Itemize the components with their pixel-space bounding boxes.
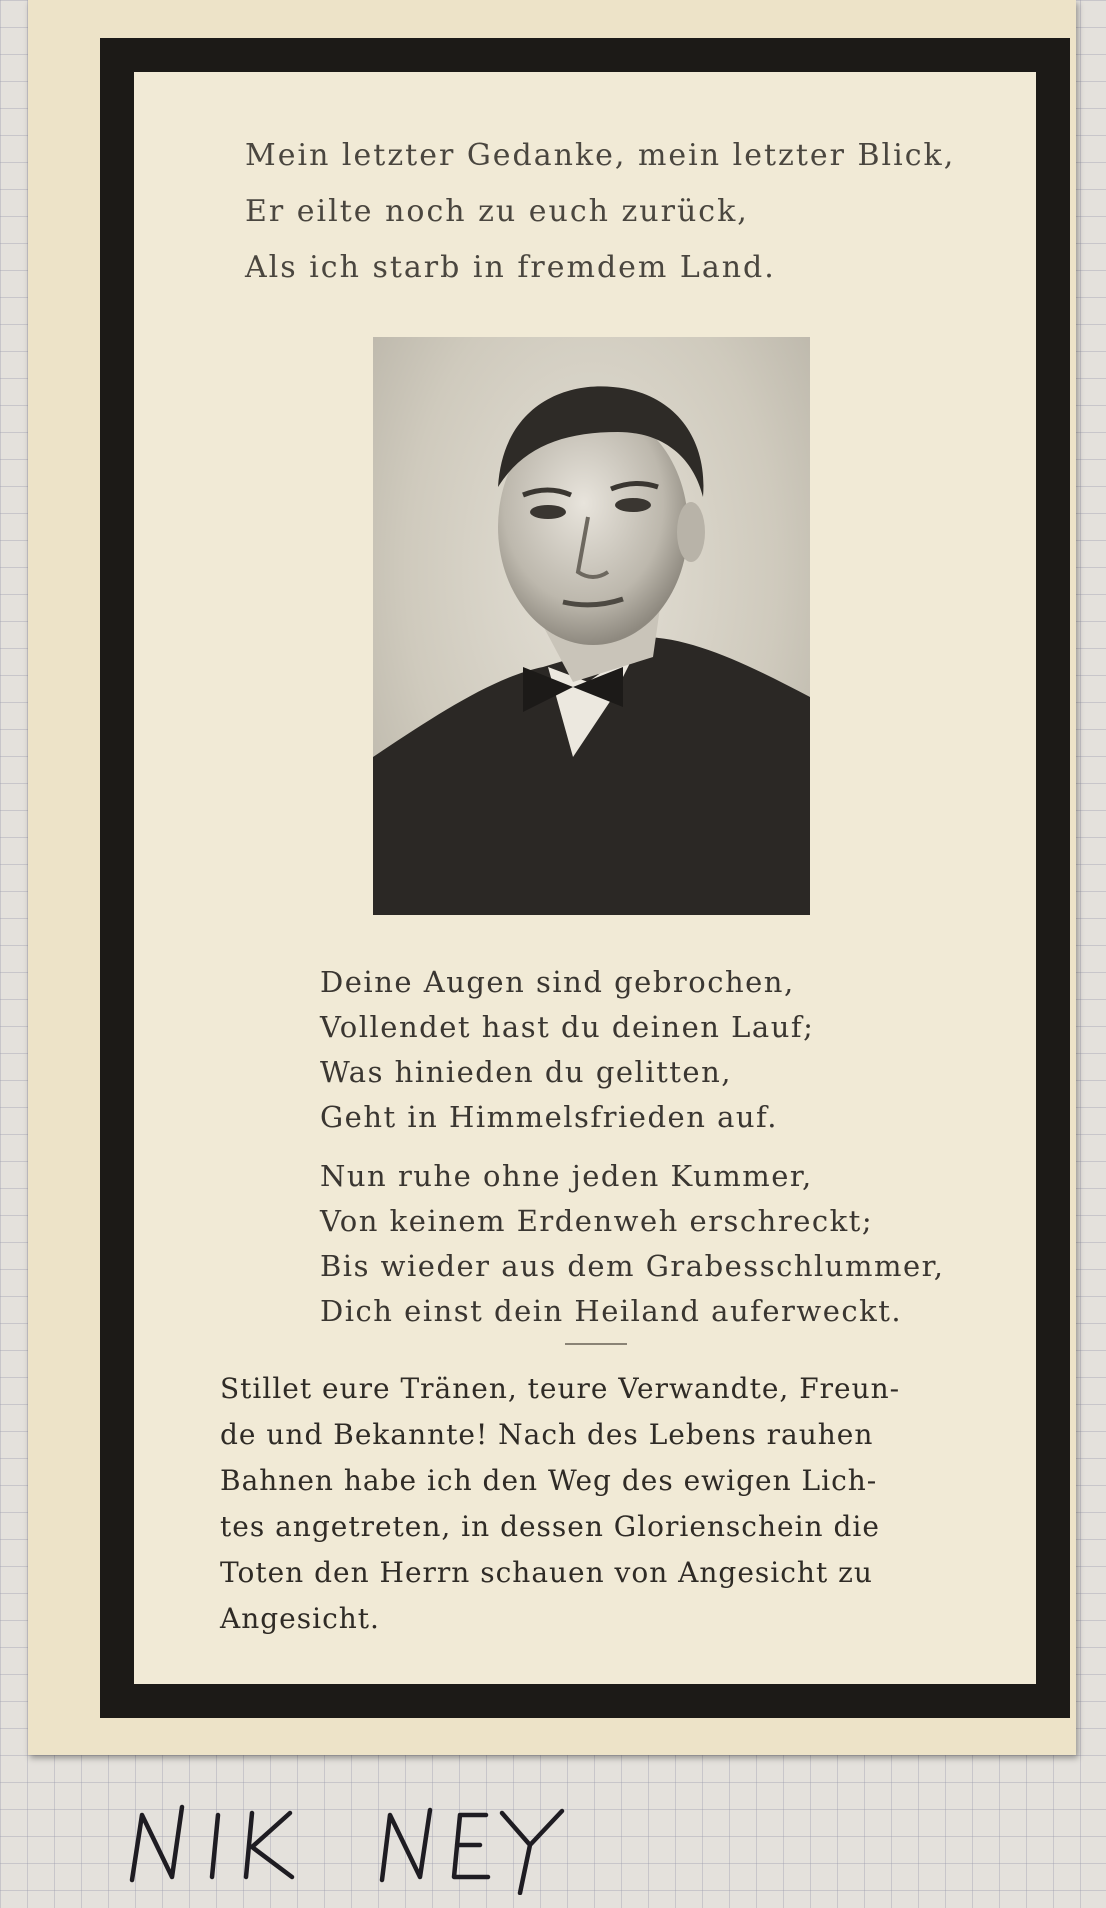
prose-line: Bahnen habe ich den Weg des ewigen Lich- [220,1464,878,1497]
handwritten-name [120,1785,640,1899]
poem-stanza [320,960,1020,1140]
prose-line: de und Bekannte! Nach des Lebens rauhen [220,1418,874,1451]
poem-line: Von keinem Erdenweh erschreckt; [320,1204,874,1238]
poem-stanza [320,1154,1020,1334]
poem-line: Deine Augen sind gebrochen, [320,965,795,999]
prose-line: Angesicht. [220,1602,380,1635]
motto-verse [245,128,965,296]
farewell-text [220,1366,980,1642]
poem-line: Nun ruhe ohne jeden Kummer, [320,1159,813,1193]
motto-line: Er eilte noch zu euch zurück, [245,194,749,229]
handwritten-name-signature [120,1785,640,1895]
poem-line: Bis wieder aus dem Grabesschlummer, [320,1249,945,1283]
poem [320,960,1020,1348]
poem-line: Vollendet hast du deinen Lauf; [320,1010,815,1044]
poem-line: Was hinieden du gelitten, [320,1055,732,1089]
prose-line: tes angetreten, in dessen Glorienschein die [220,1510,880,1543]
motto-line: Mein letzter Gedanke, mein letzter Blick, [245,138,956,173]
portrait-photo [373,337,810,915]
poem-line: Geht in Himmelsfrieden auf. [320,1100,778,1134]
divider [565,1343,627,1345]
portrait-icon [373,337,810,915]
prose-line: Stillet eure Tränen, teure Verwandte, Freun- [220,1372,901,1405]
prose-line: Toten den Herrn schauen von Angesicht zu [220,1556,873,1589]
poem-line: Dich einst dein Heiland auferweckt. [320,1294,903,1328]
motto-line: Als ich starb in fremdem Land. [245,250,776,285]
